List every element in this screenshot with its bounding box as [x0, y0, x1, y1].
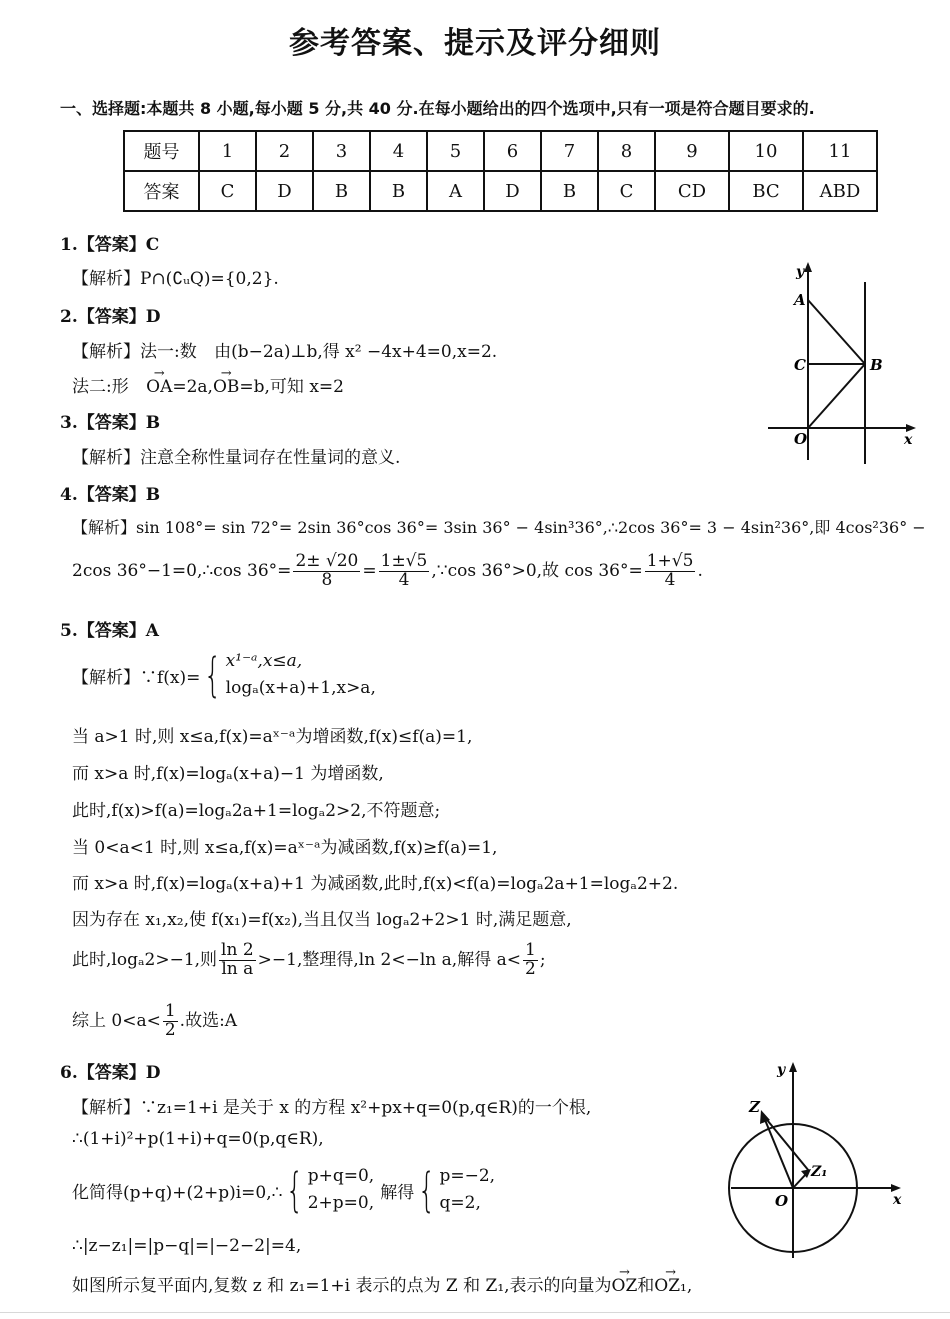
figure-vectors-diagram — [760, 260, 920, 470]
q5-l8-a: 综上 0<a< — [72, 1010, 161, 1031]
q4-answer: 4.【答案】B — [60, 485, 161, 505]
q4-text-a: 2cos 36°−1=0,∴cos 36°= — [72, 560, 292, 581]
table-cell: 5 — [427, 131, 484, 171]
y-axis-arrow — [804, 262, 812, 272]
table-cell: 3 — [313, 131, 370, 171]
q3-answer: 3.【答案】B — [60, 413, 161, 433]
table-cell: CD — [655, 171, 729, 211]
table-row-answers — [124, 171, 877, 211]
case-line: p=−2, — [439, 1166, 496, 1186]
fraction-numerator: 1±√5 — [380, 551, 428, 571]
q6-line: ∴|z−z₁|=|p−q|=|−2−2|=4, — [72, 1236, 302, 1256]
fraction-denominator: 2 — [164, 1019, 176, 1040]
fraction-denominator: 8 — [321, 569, 333, 590]
fraction-numerator: 1+√5 — [646, 551, 694, 571]
fraction-numerator: 2± √20 — [295, 551, 359, 571]
vector-ob: → OB — [213, 377, 239, 397]
table-header-cell: 题号 — [124, 131, 199, 171]
table-cell: D — [484, 171, 541, 211]
table-cell: 7 — [541, 131, 598, 171]
point-label-b: B — [870, 356, 883, 374]
segment-ob — [808, 364, 865, 428]
q2-method2-mid: =2a, — [172, 377, 213, 397]
q5-l7-end: ; — [539, 949, 546, 970]
q5-analysis-prefix: 【解析】∵f(x)= — [72, 667, 201, 688]
point-label-z: Z — [749, 1098, 760, 1116]
q5-line: 因为存在 x₁,x₂,使 f(x₁)=f(x₂),当且仅当 logₐ2+2>1 时,满足题意, — [72, 910, 572, 930]
fraction-denominator: 2 — [524, 958, 536, 979]
piecewise-definition — [72, 648, 376, 702]
table-cell: A — [427, 171, 484, 211]
table-cell: C — [199, 171, 256, 211]
table-cell: B — [541, 171, 598, 211]
q4-text-b: ,∵cos 36°>0,故 cos 36°= — [431, 560, 643, 581]
vector-oz1: → OZ₁ — [654, 1276, 687, 1296]
table-cell: 2 — [256, 131, 313, 171]
page-title: 参考答案、提示及评分细则 — [289, 26, 661, 61]
table-cell: 8 — [598, 131, 655, 171]
section-heading: 一、选择题:本题共 8 小题,每小题 5 分,共 40 分.在每小题给出的四个选项中,只有一项是符合题目要求的. — [60, 99, 815, 118]
table-cell: 11 — [803, 131, 877, 171]
table-cell: B — [370, 171, 427, 211]
point-label-o: O — [794, 430, 808, 448]
q5-piecewise — [72, 648, 376, 702]
table-cell: B — [313, 171, 370, 211]
fraction-denominator: 4 — [398, 569, 410, 590]
q1-answer: 1.【答案】C — [60, 235, 160, 255]
q2-method1 — [72, 337, 497, 362]
q5-l7-a: 此时,logₐ2>−1,则 — [72, 949, 218, 970]
table-cell: 4 — [370, 131, 427, 171]
q2-method2-label: 法二:形 — [72, 377, 129, 397]
q5-l7-b: >−1,整理得,ln 2<−ln a,解得 a< — [257, 949, 521, 970]
fraction-numerator: 1 — [164, 1001, 176, 1021]
table-cell: 1 — [199, 131, 256, 171]
table-cell: C — [598, 171, 655, 211]
bottom-divider — [0, 1312, 950, 1313]
vector-oa: → OA — [146, 377, 172, 397]
axis-label-y: y — [777, 1062, 786, 1078]
q6-line — [72, 1271, 692, 1296]
q5-answer: 5.【答案】A — [60, 621, 159, 641]
y-axis-arrow — [789, 1062, 797, 1072]
point-label-c: C — [794, 356, 806, 374]
q5-line: 当 a>1 时,则 x≤a,f(x)=aˣ⁻ᵃ为增函数,f(x)≤f(a)=1, — [72, 727, 473, 747]
point-label-z1: Z₁ — [811, 1164, 828, 1180]
figure-complex-plane — [725, 1058, 915, 1268]
table-cell: 9 — [655, 131, 729, 171]
q4-line1: 【解析】sin 108°= sin 72°= 2sin 36°cos 36°= 3sin 36° − 4sin³36°,∴2cos 36°= 3 − 4sin²36°,即 4cos²36° − — [72, 518, 926, 537]
case-line: logₐ(x+a)+1,x>a, — [225, 678, 376, 699]
q6-line: 【解析】∵z₁=1+i 是关于 x 的方程 x²+px+q=0(p,q∈R)的一个根, — [72, 1098, 592, 1118]
fraction-numerator: 1 — [524, 940, 536, 960]
q5-line: 当 0<a<1 时,则 x≤a,f(x)=aˣ⁻ᵃ为减函数,f(x)≥f(a)=1, — [72, 838, 498, 858]
fraction — [645, 553, 696, 590]
table-cell: 6 — [484, 131, 541, 171]
point-label-a: A — [794, 291, 806, 309]
q6-line: ∴(1+i)²+p(1+i)+q=0(p,q∈R), — [72, 1129, 324, 1149]
point-label-o: O — [775, 1192, 789, 1210]
q6-system-line — [72, 1163, 495, 1217]
fraction — [163, 1003, 178, 1040]
left-brace: { — [286, 1163, 304, 1218]
q4-line2 — [72, 553, 703, 590]
case-line: x¹⁻ᵃ,x≤a, — [225, 651, 303, 671]
q3-analysis: 【解析】注意全称性量词存在性量词的意义. — [72, 448, 401, 468]
fraction — [219, 942, 256, 979]
table-cell: 10 — [729, 131, 803, 171]
cases — [440, 1163, 496, 1217]
case-line: 2+p=0, — [307, 1193, 375, 1214]
case-line: p+q=0, — [307, 1166, 375, 1186]
system-of-equations — [72, 1163, 495, 1217]
q5-line: 而 x>a 时,f(x)=logₐ(x+a)−1 为增函数, — [72, 764, 384, 784]
axis-label-y: y — [796, 264, 805, 280]
cases — [226, 648, 376, 702]
left-brace: { — [418, 1163, 436, 1218]
q5-line: 而 x>a 时,f(x)=logₐ(x+a)+1 为减函数,此时,f(x)<f(a)=logₐ2a+1=logₐ2+2. — [72, 874, 679, 894]
q2-method1-text: 由(b−2a)⊥b,得 x² −4x+4=0,x=2. — [214, 342, 498, 362]
q6-answer: 6.【答案】D — [60, 1063, 161, 1083]
table-header-cell: 答案 — [124, 171, 199, 211]
left-brace: { — [204, 648, 222, 703]
q2-answer: 2.【答案】D — [60, 307, 161, 327]
q6-l3-b: 解得 — [380, 1182, 415, 1203]
cases — [308, 1163, 374, 1217]
fraction — [523, 942, 538, 979]
q6-l5-a: 如图所示复平面内,复数 z 和 z₁=1+i 表示的点为 Z 和 Z₁,表示的向量为 — [72, 1276, 612, 1296]
q5-line: 此时,f(x)>f(a)=logₐ2a+1=logₐ2>2,不符题意; — [72, 801, 441, 821]
x-axis-arrow — [891, 1184, 901, 1192]
table-row-numbers — [124, 131, 877, 171]
q2-method1-label: 【解析】法一:数 — [72, 342, 197, 362]
fraction — [293, 553, 360, 590]
q4-text-end: . — [697, 560, 703, 581]
table-cell: ABD — [803, 171, 877, 211]
equals-sign: = — [362, 560, 377, 581]
q1-analysis: 【解析】P∩(∁ᵤQ)={0,2}. — [72, 269, 279, 289]
q2-method2-end: =b,可知 x=2 — [239, 377, 344, 397]
table-cell: D — [256, 171, 313, 211]
axis-label-x: x — [893, 1192, 902, 1208]
fraction-numerator: ln 2 — [221, 940, 254, 960]
fraction — [379, 553, 430, 590]
q5-l8-b: .故选:A — [179, 1010, 238, 1031]
answer-table — [123, 130, 878, 212]
fraction-denominator: ln a — [221, 958, 254, 979]
q6-l3-a: 化简得(p+q)+(2+p)i=0,∴ — [72, 1182, 283, 1203]
q5-line — [72, 942, 546, 979]
case-line: q=2, — [439, 1193, 481, 1214]
table-cell: BC — [729, 171, 803, 211]
q5-conclusion — [72, 1003, 237, 1040]
fraction-denominator: 4 — [664, 569, 676, 590]
vector-oz: → OZ — [612, 1276, 638, 1296]
q6-l5-and: 和 — [637, 1276, 655, 1296]
q6-l5-end: , — [686, 1276, 693, 1296]
x-axis-arrow — [906, 424, 916, 432]
axis-label-x: x — [904, 432, 913, 448]
q2-method2 — [72, 372, 344, 397]
segment-ab — [808, 300, 865, 364]
